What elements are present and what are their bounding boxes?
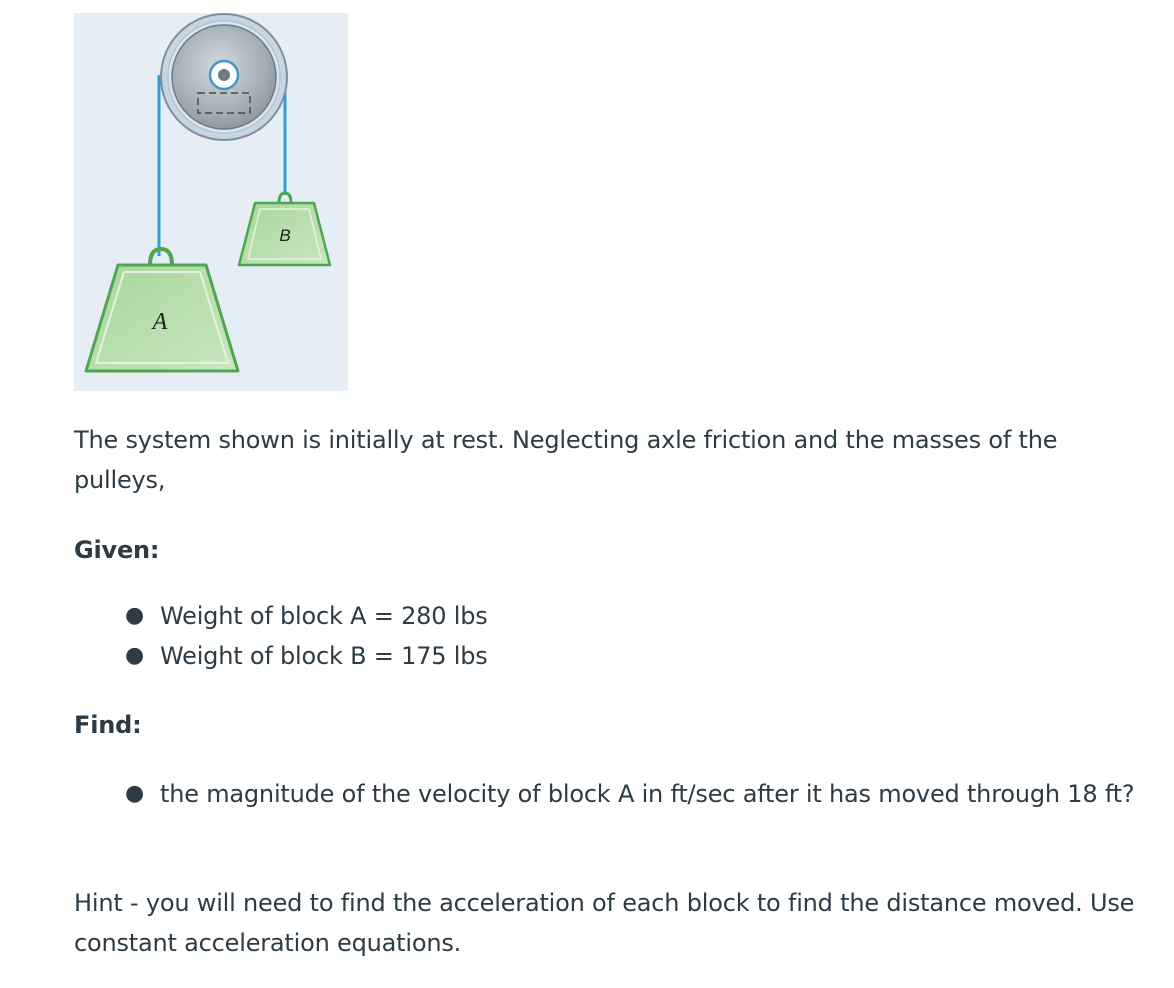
pulley-diagram <box>74 13 348 391</box>
given-heading: Given: <box>74 536 160 564</box>
hook-b <box>279 193 291 203</box>
bullet-icon: ● <box>125 643 144 668</box>
block-a <box>86 265 238 371</box>
find-list <box>74 774 1170 814</box>
problem-intro: The system shown is initially at rest. Neglecting axle friction and the masses of the pulleys, <box>74 426 1058 494</box>
pulley-figure <box>74 13 348 391</box>
given-list <box>74 596 1170 676</box>
given-item-text: Weight of block B = 175 lbs <box>160 642 488 670</box>
find-heading: Find: <box>74 711 142 739</box>
block-b <box>239 203 330 265</box>
bullet-icon: ● <box>125 781 144 806</box>
given-item-text: Weight of block A = 280 lbs <box>160 602 488 630</box>
pulley <box>161 14 287 140</box>
hint-text: Hint - you will need to find the acceleration of each block to find the distance moved. Use constant acceleration equations. <box>74 889 1135 957</box>
hook-a <box>150 249 172 265</box>
given-item <box>125 596 1170 636</box>
bullet-icon: ● <box>125 603 144 628</box>
block-a-label: A <box>152 309 168 335</box>
block-b-label: B <box>279 226 291 245</box>
find-item <box>125 774 1170 814</box>
find-item-text: the magnitude of the velocity of block A in ft/sec after it has moved through 18 ft? <box>160 780 1135 808</box>
given-item <box>125 636 1170 676</box>
